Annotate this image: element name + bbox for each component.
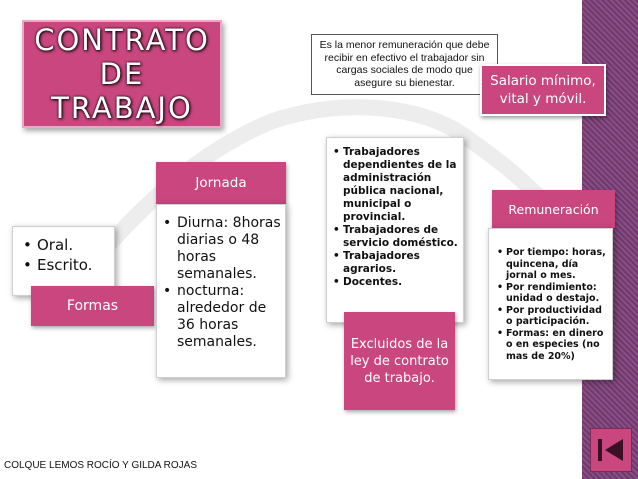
list-item: • nocturna: alrededor de 36 horas semanales. [163,283,281,351]
badge-text: Salario mínimo, vital y móvil. [490,73,596,107]
list-item: • Por productividad o participación. [497,305,609,328]
formas-list [23,235,108,275]
title-box [22,20,222,128]
jornada-label: Jornada [195,175,247,191]
jornada-card [156,204,286,378]
formas-label: Formas [66,298,119,314]
page-title: CONTRATO DE TRABAJO [34,23,210,125]
remuneracion-list [497,247,609,362]
definition-note [311,34,498,95]
list-item: • Por tiempo: horas, quincena, día jornal o mes. [497,247,609,282]
jornada-tab [156,162,286,204]
list-item: • Trabajadores agrarios. [333,250,459,276]
list-item: • Trabajadores dependientes de la administración pública nacional, municipal o provincial. [333,146,459,224]
remuneracion-card [488,228,613,380]
author-footer [4,460,197,471]
excluidos-tab [344,312,455,410]
back-navigation-icon [595,435,627,465]
jornada-list [163,215,281,351]
note-text: Es la menor remuneración que debe recibir en efectivo el trabajador sin cargas sociales de modo que asegure su bienestar. [319,39,490,89]
excluidos-label: Excluidos de la ley de contrato de trabajo. [350,336,449,386]
remuneracion-label: Remuneración [508,201,599,217]
footer-text: COLQUE LEMOS ROCÍO Y GILDA ROJAS [4,460,198,471]
excluidos-list [333,146,459,289]
list-item: • Formas: en dinero o en especies (no mas de 20%) [497,328,609,363]
list-item: • Docentes. [333,276,459,289]
back-button[interactable] [590,428,632,472]
list-item: • Trabajadores de servicio doméstico. [333,224,459,250]
remuneracion-tab [492,190,615,228]
excluidos-card [326,137,464,323]
formas-tab [31,286,154,326]
list-item: • Diurna: 8horas diarias o 48 horas semanales. [163,215,281,283]
list-item: • Oral. [23,235,108,255]
list-item: • Escrito. [23,255,108,275]
list-item: • Por rendimiento: unidad o destajo. [497,282,609,305]
salario-badge [480,64,606,116]
